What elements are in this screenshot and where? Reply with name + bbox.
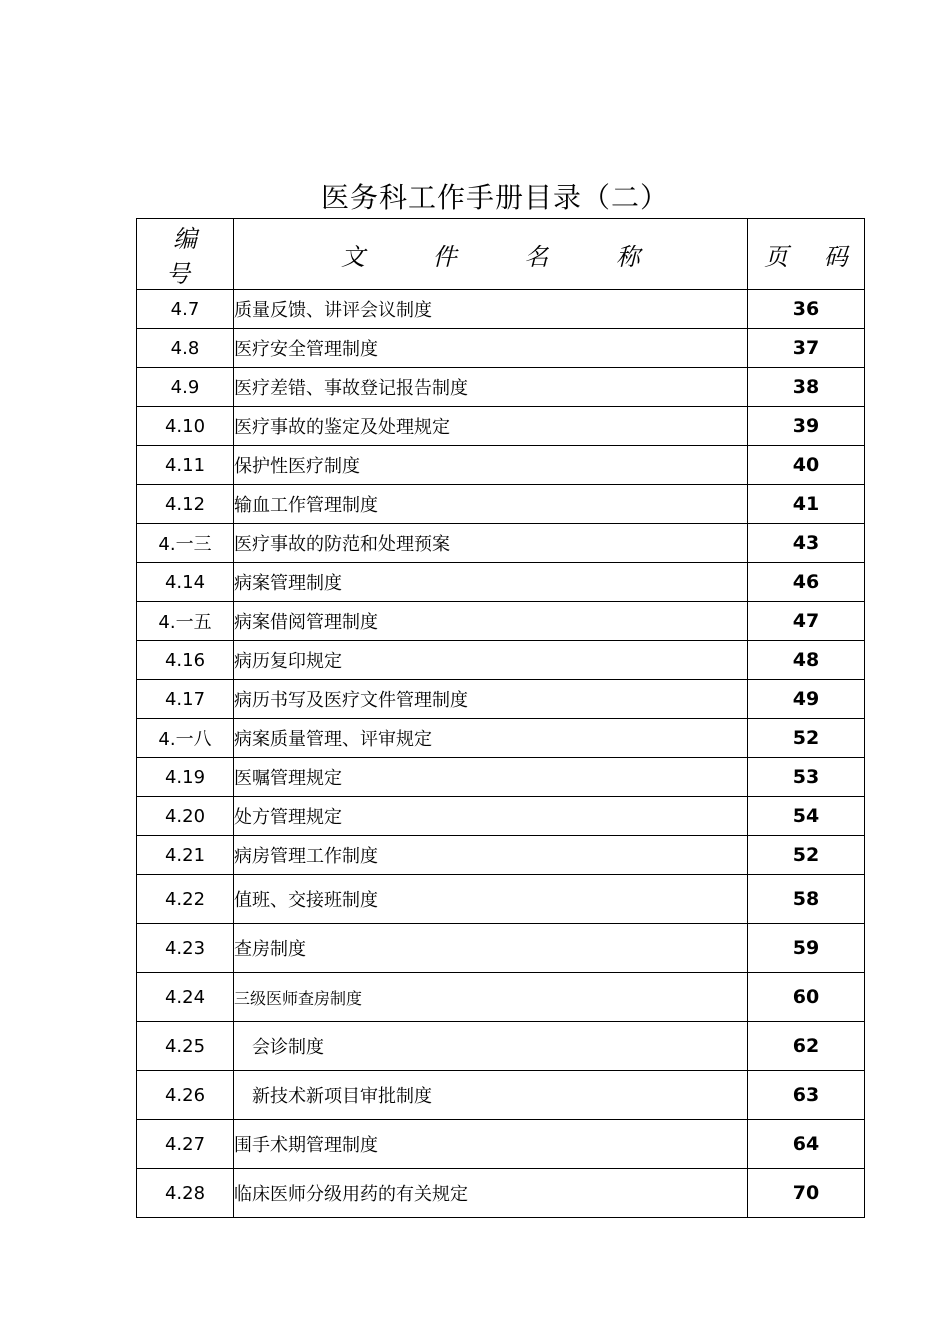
row-number: 4.一五 bbox=[137, 602, 234, 641]
table-row bbox=[137, 719, 865, 758]
row-page: 43 bbox=[748, 524, 865, 563]
row-number: 4.27 bbox=[137, 1120, 234, 1169]
table-row bbox=[137, 836, 865, 875]
table-row bbox=[137, 446, 865, 485]
page-title: 医务科工作手册目录（二） bbox=[320, 181, 669, 214]
row-number: 4.一三 bbox=[137, 524, 234, 563]
row-page: 52 bbox=[748, 719, 865, 758]
row-number: 4.16 bbox=[137, 641, 234, 680]
table-row bbox=[137, 485, 865, 524]
row-title: 医嘱管理规定 bbox=[234, 758, 748, 797]
table-row bbox=[137, 1169, 865, 1218]
row-page: 48 bbox=[748, 641, 865, 680]
row-page: 52 bbox=[748, 836, 865, 875]
table-row bbox=[137, 329, 865, 368]
row-page: 36 bbox=[748, 290, 865, 329]
row-title: 保护性医疗制度 bbox=[234, 446, 748, 485]
row-page: 62 bbox=[748, 1022, 865, 1071]
toc-table bbox=[136, 218, 865, 1218]
row-page: 40 bbox=[748, 446, 865, 485]
row-title: 查房制度 bbox=[234, 924, 748, 973]
row-number: 4.14 bbox=[137, 563, 234, 602]
table-row bbox=[137, 290, 865, 329]
header-name: 文 件 名 称 bbox=[234, 219, 748, 290]
row-number: 4.17 bbox=[137, 680, 234, 719]
row-page: 46 bbox=[748, 563, 865, 602]
row-number: 4.一八 bbox=[137, 719, 234, 758]
row-number: 4.8 bbox=[137, 329, 234, 368]
row-page: 41 bbox=[748, 485, 865, 524]
row-number: 4.26 bbox=[137, 1071, 234, 1120]
row-title: 病历复印规定 bbox=[234, 641, 748, 680]
row-title: 新技术新项目审批制度 bbox=[234, 1071, 748, 1120]
row-page: 53 bbox=[748, 758, 865, 797]
row-page: 58 bbox=[748, 875, 865, 924]
row-title: 医疗安全管理制度 bbox=[234, 329, 748, 368]
row-page: 38 bbox=[748, 368, 865, 407]
table-row bbox=[137, 1022, 865, 1071]
row-title: 医疗事故的鉴定及处理规定 bbox=[234, 407, 748, 446]
row-title: 三级医师查房制度 bbox=[234, 973, 748, 1022]
row-page: 37 bbox=[748, 329, 865, 368]
table-row bbox=[137, 407, 865, 446]
row-title: 临床医师分级用药的有关规定 bbox=[234, 1169, 748, 1218]
table-row bbox=[137, 368, 865, 407]
row-number: 4.10 bbox=[137, 407, 234, 446]
table-row bbox=[137, 563, 865, 602]
row-title: 值班、交接班制度 bbox=[234, 875, 748, 924]
table-row bbox=[137, 924, 865, 973]
row-title: 输血工作管理制度 bbox=[234, 485, 748, 524]
row-page: 39 bbox=[748, 407, 865, 446]
row-page: 49 bbox=[748, 680, 865, 719]
row-title: 病案借阅管理制度 bbox=[234, 602, 748, 641]
row-title: 围手术期管理制度 bbox=[234, 1120, 748, 1169]
row-page: 63 bbox=[748, 1071, 865, 1120]
row-number: 4.12 bbox=[137, 485, 234, 524]
row-number: 4.7 bbox=[137, 290, 234, 329]
table-row bbox=[137, 602, 865, 641]
row-number: 4.21 bbox=[137, 836, 234, 875]
row-title: 病案质量管理、评审规定 bbox=[234, 719, 748, 758]
table-row bbox=[137, 641, 865, 680]
table-row bbox=[137, 875, 865, 924]
row-number: 4.25 bbox=[137, 1022, 234, 1071]
row-number: 4.20 bbox=[137, 797, 234, 836]
row-page: 54 bbox=[748, 797, 865, 836]
row-page: 60 bbox=[748, 973, 865, 1022]
header-page: 页 码 bbox=[748, 219, 865, 290]
row-number: 4.11 bbox=[137, 446, 234, 485]
table-row bbox=[137, 1120, 865, 1169]
header-row bbox=[137, 219, 865, 290]
row-title: 病案管理制度 bbox=[234, 563, 748, 602]
row-number: 4.9 bbox=[137, 368, 234, 407]
row-number: 4.23 bbox=[137, 924, 234, 973]
row-title: 医疗事故的防范和处理预案 bbox=[234, 524, 748, 563]
table-row bbox=[137, 758, 865, 797]
table-row bbox=[137, 1071, 865, 1120]
table-row bbox=[137, 973, 865, 1022]
row-number: 4.28 bbox=[137, 1169, 234, 1218]
header-number: 编 号 bbox=[137, 219, 234, 290]
row-title: 质量反馈、讲评会议制度 bbox=[234, 290, 748, 329]
row-title: 病房管理工作制度 bbox=[234, 836, 748, 875]
row-page: 59 bbox=[748, 924, 865, 973]
row-title: 处方管理规定 bbox=[234, 797, 748, 836]
row-title: 病历书写及医疗文件管理制度 bbox=[234, 680, 748, 719]
row-page: 70 bbox=[748, 1169, 865, 1218]
row-title: 医疗差错、事故登记报告制度 bbox=[234, 368, 748, 407]
table-row bbox=[137, 524, 865, 563]
row-page: 47 bbox=[748, 602, 865, 641]
table-row bbox=[137, 797, 865, 836]
row-number: 4.24 bbox=[137, 973, 234, 1022]
row-number: 4.19 bbox=[137, 758, 234, 797]
row-title: 会诊制度 bbox=[234, 1022, 748, 1071]
row-number: 4.22 bbox=[137, 875, 234, 924]
table-row bbox=[137, 680, 865, 719]
row-page: 64 bbox=[748, 1120, 865, 1169]
